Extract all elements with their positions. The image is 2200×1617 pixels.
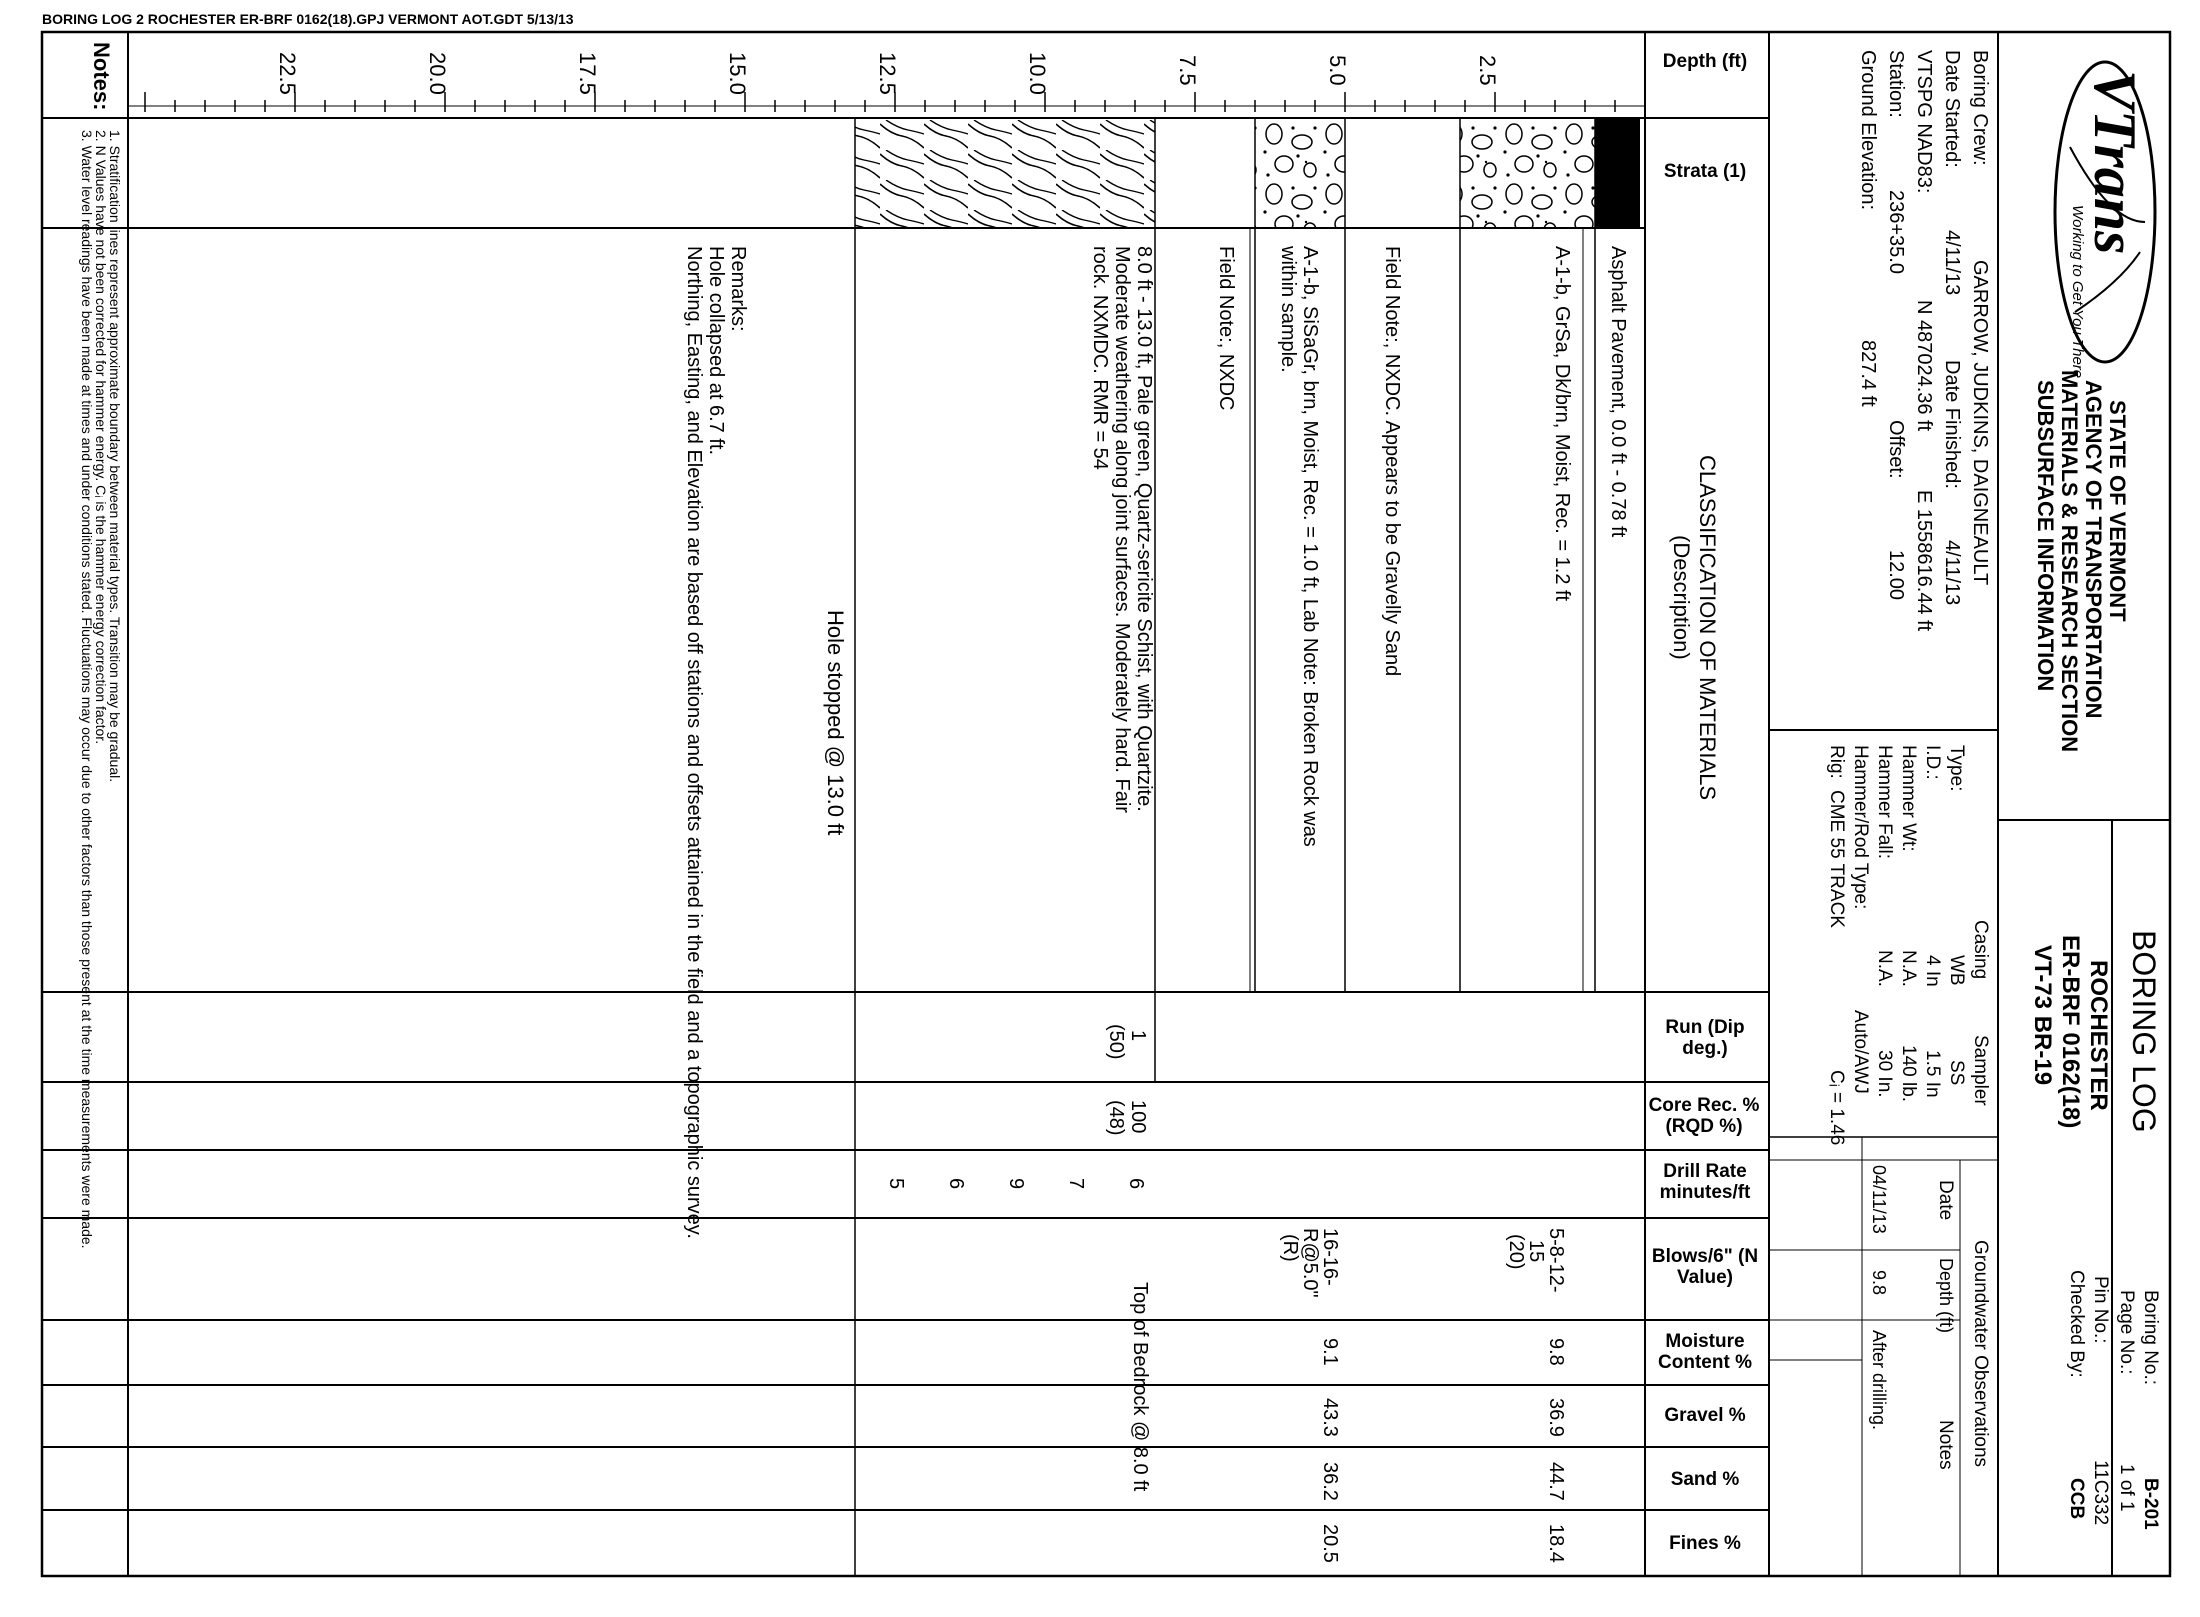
- core-recovery: 100: [1127, 1100, 1149, 1134]
- depth-tick-17-5: 17.5: [575, 52, 600, 95]
- gw-notes-header: Notes: [1935, 1420, 1956, 1470]
- date-finished: 4/11/13: [1941, 540, 1963, 606]
- moisture-2: 9.1: [1319, 1338, 1341, 1366]
- remarks-title: Remarks:: [727, 246, 749, 332]
- station-value: 236+35.0: [1885, 190, 1907, 274]
- drill-rate: 9: [1005, 1178, 1027, 1190]
- page-label: Page No.:: [2116, 1290, 2137, 1375]
- hammer-wt-label: Hammer Wt:: [1898, 745, 1919, 852]
- rod-type: Auto/AWJ: [1850, 1010, 1871, 1094]
- header-classification: CLASSIFICATION OF MATERIALS: [1695, 455, 1720, 801]
- gw-depth: 9.8: [1869, 1270, 1889, 1296]
- header-depth: Depth (ft): [1662, 51, 1748, 72]
- blows-1: 5-8-12-: [1545, 1228, 1567, 1293]
- depth-tick-10-0: 10.0: [1025, 52, 1050, 95]
- northing: N 487024.36 ft: [1913, 300, 1935, 432]
- sand-1: 44.7: [1545, 1462, 1567, 1501]
- header-core: Core Rec. % (RQD %): [1648, 1095, 1760, 1137]
- boring-no: B-201: [2140, 1478, 2161, 1530]
- agency-line-4: SUBSURFACE INFORMATION: [2033, 380, 2058, 692]
- sampler-header: Sampler: [1970, 1035, 1991, 1106]
- hammer-wt-casing: N.A.: [1898, 950, 1919, 987]
- pin-label: Pin No.:: [2090, 1276, 2111, 1344]
- header-gravel: Gravel %: [1664, 1405, 1746, 1426]
- blows-2: 16-16-: [1319, 1228, 1341, 1286]
- type-sampler: SS: [1946, 1060, 1967, 1086]
- crew-label: Boring Crew:: [1969, 50, 1991, 166]
- depth-tick-5-0: 5.0: [1325, 55, 1350, 86]
- station-label: Station:: [1885, 50, 1907, 118]
- desc-rock-a: 8.0 ft - 13.0 ft, Pale green, Quartz-sericite Schist, with Quartzite.: [1133, 246, 1155, 812]
- depth-tick-20-0: 20.0: [425, 52, 450, 95]
- file-header: BORING LOG 2 ROCHESTER ER-BRF 0162(18).GPJ VERMONT AOT.GDT 5/13/13: [42, 11, 574, 27]
- header-drill: Drill Rate minutes/ft: [1659, 1161, 1751, 1203]
- depth-tick-12-5: 12.5: [875, 52, 900, 95]
- depth-tick-22-5: 22.5: [275, 52, 300, 95]
- date-finished-label: Date Finished:: [1941, 360, 1963, 489]
- depth-tick-2-5: 2.5: [1475, 55, 1500, 86]
- ci-value: Cᵢ = 1.46: [1826, 1070, 1847, 1146]
- desc-asphalt: Asphalt Pavement, 0.0 ft - 0.78 ft: [1607, 246, 1629, 538]
- gw-date-header: Date: [1935, 1180, 1956, 1221]
- hammer-fall-label: Hammer Fall:: [1874, 745, 1895, 860]
- boring-no-label: Boring No.:: [2140, 1290, 2161, 1386]
- desc-hole-stopped: Hole stopped @ 13.0 ft: [823, 610, 848, 836]
- header-description: (Description): [1669, 535, 1694, 660]
- gravel-2: 43.3: [1319, 1398, 1341, 1437]
- page-value: 1 of 1: [2116, 1464, 2137, 1512]
- vtrans-logo-text: VTrans: [2082, 70, 2148, 255]
- fines-2: 20.5: [1319, 1524, 1341, 1563]
- checked-label: Checked By:: [2066, 1270, 2087, 1378]
- header-sand: Sand %: [1670, 1469, 1740, 1490]
- id-sampler: 1.5 In: [1922, 1050, 1943, 1098]
- n-value-1: (20): [1505, 1234, 1527, 1270]
- drill-rate: 5: [885, 1178, 907, 1190]
- gw-depth-header: Depth (ft): [1936, 1258, 1956, 1334]
- desc-field-note-1: Field Note:, NXDC. Appears to be Gravelly Sand: [1381, 246, 1403, 677]
- id-label: I.D.:: [1922, 745, 1943, 780]
- depth-tick-15-0: 15.0: [725, 52, 750, 95]
- drill-rate: 6: [1125, 1178, 1147, 1190]
- header-fines: Fines %: [1669, 1533, 1741, 1554]
- doc-title: BORING LOG: [2126, 930, 2162, 1133]
- drill-rate: 7: [1065, 1178, 1087, 1190]
- rod-type-label: Hammer/Rod Type:: [1850, 745, 1871, 910]
- desc-layer-2a: A-1-b, SiSaGr, brn, Moist, Rec. = 1.0 ft, Lab Note: Broken Rock was: [1299, 246, 1321, 847]
- hammer-fall-casing: N.A.: [1874, 950, 1895, 987]
- drill-rate: 6: [945, 1178, 967, 1190]
- elevation-value: 827.4 ft: [1857, 340, 1879, 407]
- rqd: (48): [1105, 1100, 1127, 1136]
- desc-rock-c: rock. NXMDC. RMR = 54: [1089, 246, 1111, 470]
- moisture-1: 9.8: [1545, 1338, 1567, 1366]
- rig-value: CME 55 TRACK: [1826, 790, 1847, 928]
- top-of-bedrock: Top of Bedrock @ 8.0 ft: [1129, 1282, 1151, 1492]
- depth-tick-7-5: 7.5: [1175, 55, 1200, 86]
- id-casing: 4 In: [1922, 955, 1943, 987]
- note-1: 1. Stratification lines represent approximate boundary between material types. Transition may be gradual.: [107, 130, 123, 783]
- rig-label: Rig:: [1826, 745, 1847, 779]
- easting: E 1558616.44 ft: [1913, 490, 1935, 632]
- hammer-fall-sampler: 30 In.: [1874, 1050, 1895, 1098]
- agency-line-2: AGENCY OF TRANSPORTATION: [2081, 380, 2106, 719]
- remark-2: Northing, Easting, and Elevation are based off stations and offsets attained in the field and a topographic survey.: [683, 246, 705, 1239]
- title-town: ROCHESTER: [2085, 960, 2112, 1111]
- groundwater-title: Groundwater Observations: [1970, 1240, 1991, 1468]
- fines-1: 18.4: [1545, 1524, 1567, 1563]
- desc-layer-1: A-1-b, GrSa, Dk/brn, Moist, Rec. = 1.2 ft: [1551, 246, 1573, 602]
- n-value-2: (R): [1279, 1234, 1301, 1262]
- offset-label: Offset:: [1885, 420, 1907, 479]
- elevation-label: Ground Elevation:: [1857, 50, 1879, 211]
- remark-1: Hole collapsed at 6.7 ft.: [705, 246, 727, 456]
- date-started: 4/11/13: [1941, 230, 1963, 296]
- offset-value: 12.00: [1885, 550, 1907, 601]
- header-strata: Strata (1): [1663, 161, 1747, 182]
- pin-value: 11C332: [2090, 1460, 2111, 1526]
- note-3: 3. Water level readings have been made at times and under conditions stated. Fluctuations may occur due to other factors than those present at the time measurements were made.: [79, 130, 95, 1249]
- gw-date: 04/11/13: [1869, 1165, 1889, 1234]
- blows-2b: R@5.0": [1299, 1228, 1321, 1298]
- desc-layer-2b: within sample.: [1277, 246, 1299, 373]
- agency-line-1: STATE OF VERMONT: [2105, 400, 2130, 622]
- type-casing: WB: [1946, 955, 1967, 986]
- run-number: 1: [1127, 1030, 1149, 1042]
- sand-2: 36.2: [1319, 1462, 1341, 1501]
- vtrans-tagline: Working to Get You There: [2069, 205, 2086, 379]
- gw-notes: After drilling.: [1869, 1330, 1889, 1431]
- title-project: ER-BRF 0162(18): [2057, 935, 2084, 1129]
- desc-rock-b: Moderate weathering along joint surfaces. Moderately hard. Fair: [1111, 246, 1133, 813]
- checked-value: CCB: [2066, 1478, 2087, 1520]
- desc-field-note-2: Field Note:, NXDC: [1215, 246, 1237, 411]
- header-run: Run (Dip deg.): [1665, 1017, 1745, 1059]
- title-route: VT-73 BR-19: [2029, 945, 2056, 1086]
- agency-line-3: MATERIALS & RESEARCH SECTION: [2057, 370, 2082, 753]
- coords-label: VTSPG NAD83:: [1913, 50, 1935, 194]
- casing-header: Casing: [1970, 920, 1991, 980]
- header-moisture: Moisture Content %: [1658, 1331, 1752, 1373]
- blows-1b: 15: [1525, 1240, 1547, 1263]
- header-blows: Blows/6" (N Value): [1651, 1246, 1759, 1288]
- run-dip: (50): [1105, 1024, 1127, 1060]
- note-2: 2. N Values have not been corrected for hammer energy. Cᵢ is the hammer energy correction factor.: [93, 130, 109, 745]
- date-started-label: Date Started:: [1941, 50, 1963, 168]
- type-label: Type:: [1946, 745, 1967, 792]
- gravel-1: 36.9: [1545, 1398, 1567, 1437]
- notes-label: Notes:: [89, 42, 114, 111]
- crew-value: GARROW, JUDKINS, DAIGNEAULT: [1969, 260, 1991, 586]
- hammer-wt-sampler: 140 lb.: [1898, 1045, 1919, 1103]
